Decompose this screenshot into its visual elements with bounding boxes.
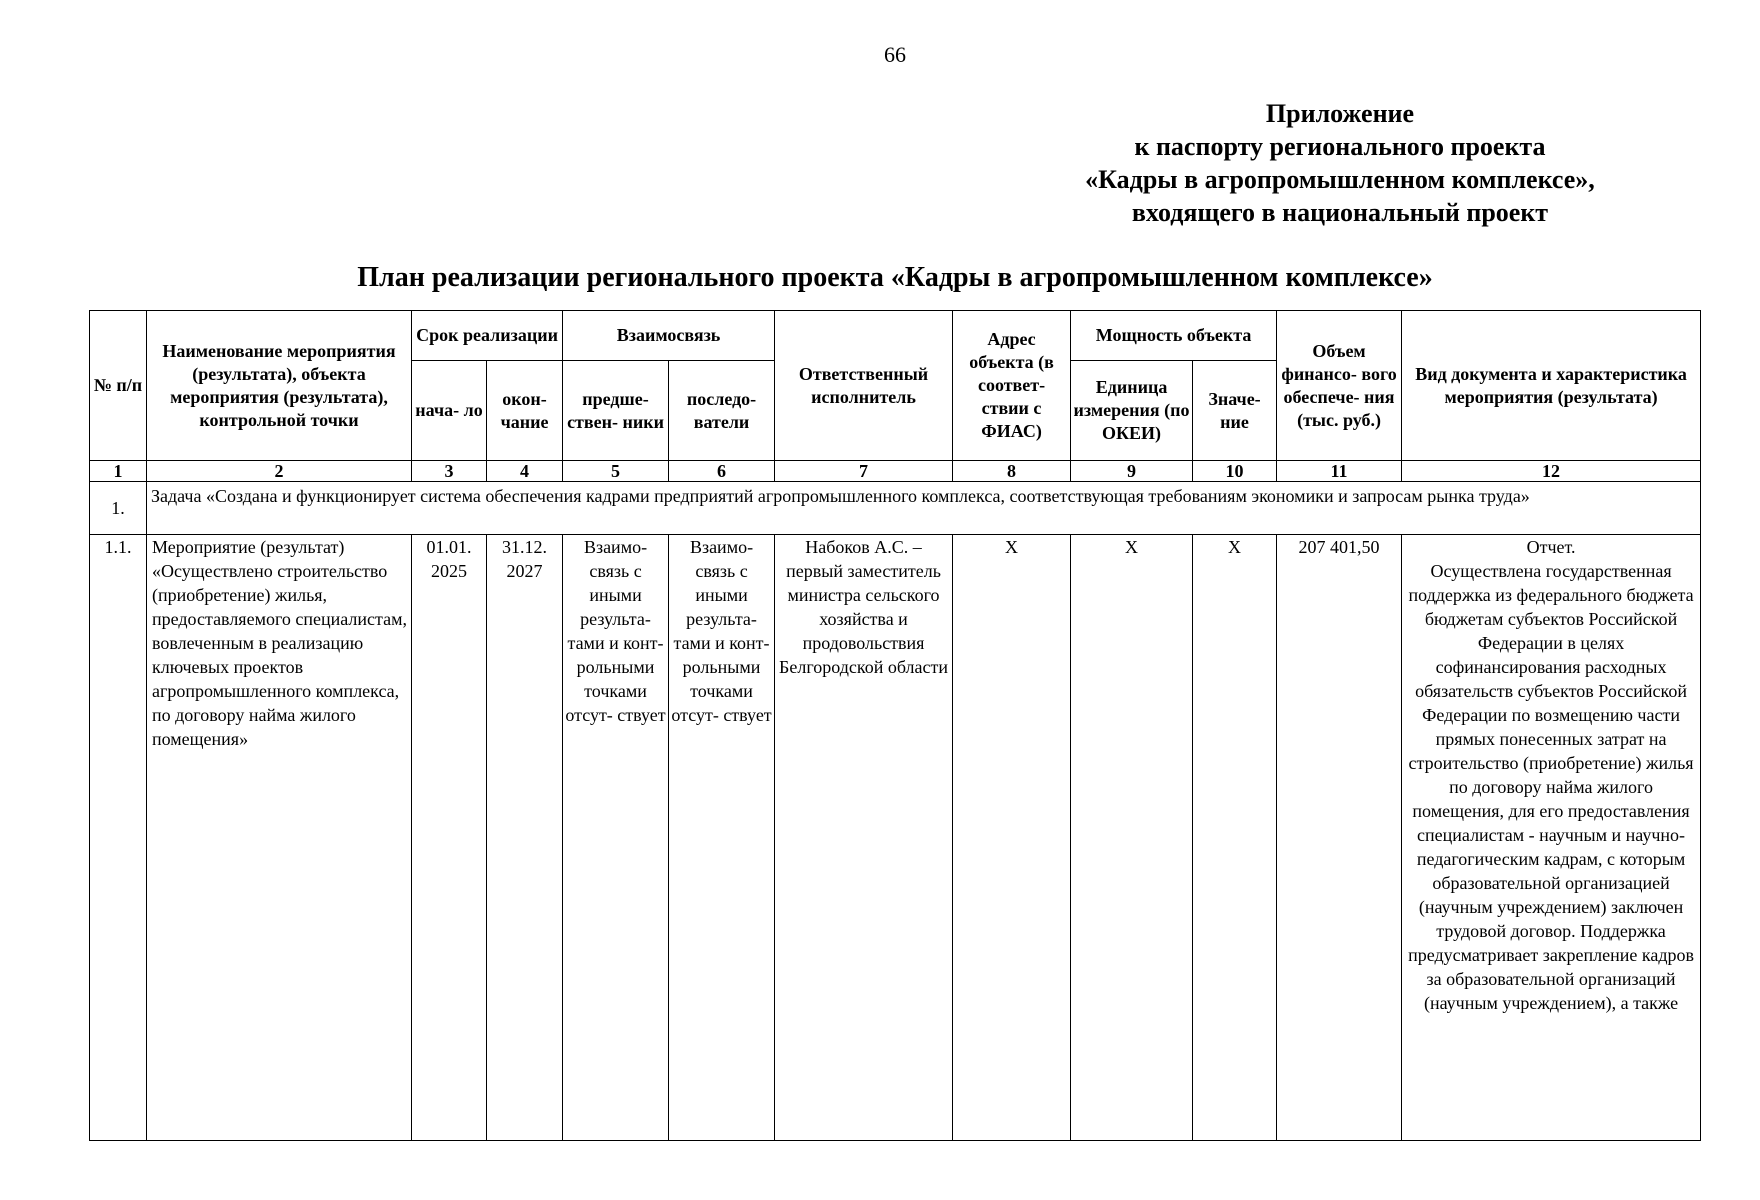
item-responsible: Набоков А.С. – первый заместитель министра сельского хозяйства и продовольствия Белгородской области <box>775 535 953 1141</box>
header-name: Наименование мероприятия (результата), объекта мероприятия (результата), контрольной точки <box>147 311 412 461</box>
item-document <box>1402 535 1701 1141</box>
header-finance: Объем финансо- вого обеспече- ния (тыс. руб.) <box>1277 311 1402 461</box>
appendix-line-2: к паспорту регионального проекта <box>1134 132 1546 161</box>
appendix-heading <box>1020 97 1660 229</box>
column-number: 9 <box>1071 461 1193 482</box>
header-link-prev: предше- ствен- ники <box>563 361 669 461</box>
header-term-end: окон- чание <box>487 361 563 461</box>
header-responsible: Ответственный исполнитель <box>775 311 953 461</box>
item-successors: Взаимо- связь с иными результа- тами и конт- рольными точками отсут- ствует <box>669 535 775 1141</box>
column-number: 1 <box>90 461 147 482</box>
header-term-start: нача- ло <box>412 361 487 461</box>
task-text: Задача «Создана и функционирует система обеспечения кадрами предприятий агропромышленного комплекса, соответствующая требованиям экономики и запросам рынка труда» <box>147 482 1701 535</box>
header-capacity: Мощность объекта <box>1071 311 1277 361</box>
item-predecessors: Взаимо- связь с иными результа- тами и конт- рольными точками отсут- ствует <box>563 535 669 1141</box>
column-number: 3 <box>412 461 487 482</box>
column-number: 10 <box>1193 461 1277 482</box>
document-description: Осуществлена государственная поддержка из федерального бюджета бюджетам субъектов Российской Федерации в целях софинансирования расходных обязательств субъектов Российской Федерации по возмещению части прямых понесенных затрат на строительство (приобретение) жилья по договору найма жилого помещения, для его предоставления специалистам - научным и научно-педагогическим кадрам, с которым образовательной организацией (научным учреждением) заключен трудовой договор. Поддержка предусматривает закрепление кадров за образовательной организаций (научным учреждением), а также <box>1408 561 1695 1013</box>
column-number: 6 <box>669 461 775 482</box>
table-row <box>90 535 1701 1141</box>
column-number: 2 <box>147 461 412 482</box>
item-name: Мероприятие (результат) «Осуществлено строительство (приобретение) жилья, предоставляемого специалистам, вовлеченным в реализацию ключевых проектов агропромышленного комплекса, по договору найма жилого помещения» <box>147 535 412 1141</box>
column-number: 12 <box>1402 461 1701 482</box>
column-number: 5 <box>563 461 669 482</box>
column-number-row <box>90 461 1701 482</box>
item-start-date: 01.01. 2025 <box>412 535 487 1141</box>
document-type: Отчет. <box>1526 537 1576 557</box>
column-number: 4 <box>487 461 563 482</box>
header-link: Взаимосвязь <box>563 311 775 361</box>
header-link-next: последо- ватели <box>669 361 775 461</box>
item-finance: 207 401,50 <box>1277 535 1402 1141</box>
column-number: 8 <box>953 461 1071 482</box>
header-term: Срок реализации <box>412 311 563 361</box>
appendix-line-4: входящего в национальный проект <box>1131 198 1549 227</box>
header-address: Адрес объекта (в соответ- ствии с ФИАС) <box>953 311 1071 461</box>
column-number: 7 <box>775 461 953 482</box>
item-end-date: 31.12. 2027 <box>487 535 563 1141</box>
item-number: 1.1. <box>90 535 147 1141</box>
task-row <box>90 482 1701 535</box>
plan-title: План реализации регионального проекта «Кадры в агропромышленном комплексе» <box>357 262 1433 293</box>
plan-table <box>89 310 1701 1141</box>
item-address: X <box>953 535 1071 1141</box>
page-number: 66 <box>884 42 906 67</box>
task-number: 1. <box>90 482 147 535</box>
appendix-line-3: «Кадры в агропромышленном комплексе», <box>1085 165 1595 194</box>
column-number: 11 <box>1277 461 1402 482</box>
appendix-line-1: Приложение <box>1265 99 1415 128</box>
header-value: Значе- ние <box>1193 361 1277 461</box>
item-value: X <box>1193 535 1277 1141</box>
header-unit: Единица измерения (по ОКЕИ) <box>1071 361 1193 461</box>
header-doc: Вид документа и характеристика мероприятия (результата) <box>1402 311 1701 461</box>
header-num: № п/п <box>90 311 147 461</box>
item-unit: X <box>1071 535 1193 1141</box>
